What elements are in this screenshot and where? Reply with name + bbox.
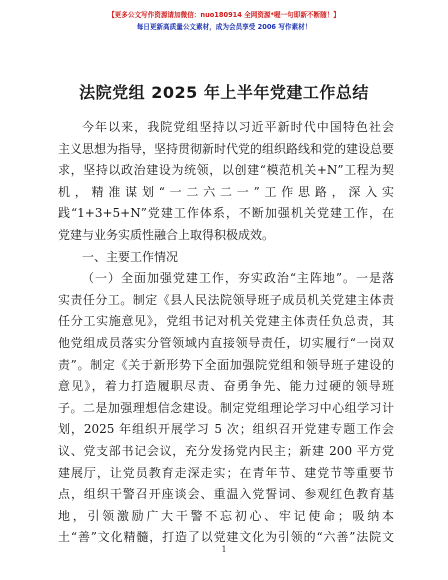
body-line: （一）全面加强党建工作，夯实政治“主阵地”。一是落 [82, 271, 394, 286]
body-line: 主义思想为指导，坚持贯彻新时代党的组织路线和党的建设总要 [58, 141, 394, 156]
body-line: 议、党支部书记会议，充分发扬党内民主；新建 200 平方党 [58, 443, 394, 458]
body-line: 建展厅，让党员教育走深走实；在青年节、建党节等重要节 [58, 465, 394, 480]
body-line: 土“善”文化精髓，打造了以党建文化为引领的“六善”法院文 [58, 530, 394, 545]
body-line: 求，坚持以政治建设为统领，以创建“模范机关+N”工程为契 [58, 163, 394, 178]
body-line: 责”。制定《关于新形势下全面加强院党组和领导班子建设的 [58, 357, 394, 372]
body-line: 点，组织干警召开座谈会、重温入党誓词、参观红色教育基 [58, 487, 394, 502]
document-body [58, 117, 394, 549]
body-line: 今年以来，我院党组坚持以习近平新时代中国特色社会 [82, 120, 394, 134]
body-line: 划，2025 年组织开展学习 5 次；组织召开党建专题工作会 [58, 422, 394, 437]
resource-banner [70, 9, 378, 33]
body-line: 意见》，着力打造履职尽责、奋勇争先、能力过硬的领导班 [58, 379, 394, 394]
body-line: 机，精准谋划“一二六二一”工作思路，深入实 [58, 184, 394, 199]
body-line: 地，引领激励广大干警不忘初心、牢记使命；吸纳本 [58, 508, 394, 523]
page-number: 1 [221, 545, 227, 554]
body-line: 党建与业务实质性融合上取得积极成效。 [58, 227, 275, 242]
body-line: 实责任分工。制定《县人民法院领导班子成员机关党建主体责 [58, 292, 394, 307]
body-line: 任分工实施意见》，党组书记对机关党建主体责任负总责，其 [58, 314, 394, 329]
body-line: 践“1+3+5+N”党建工作体系，不断加强机关党建工作，在 [58, 206, 394, 221]
section-heading: 一、主要工作情况 [82, 249, 179, 264]
document-title: 法院党组 2025 年上半年党建工作总结 [79, 83, 369, 102]
banner-line-2: 每日更新高质量公文素材，成为会员享受 2006 写作素材！ [136, 23, 312, 31]
body-line: 他党组成员落实分管领域内直接领导责任，切实履行“一岗双 [58, 335, 394, 350]
banner-line-1: 【更多公文写作资源请加微信：nuo180914 全网资源*喔一句即新不断随！】 [108, 11, 340, 19]
body-line: 子。二是加强理想信念建设。制定党组理论学习中心组学习计 [58, 400, 394, 415]
